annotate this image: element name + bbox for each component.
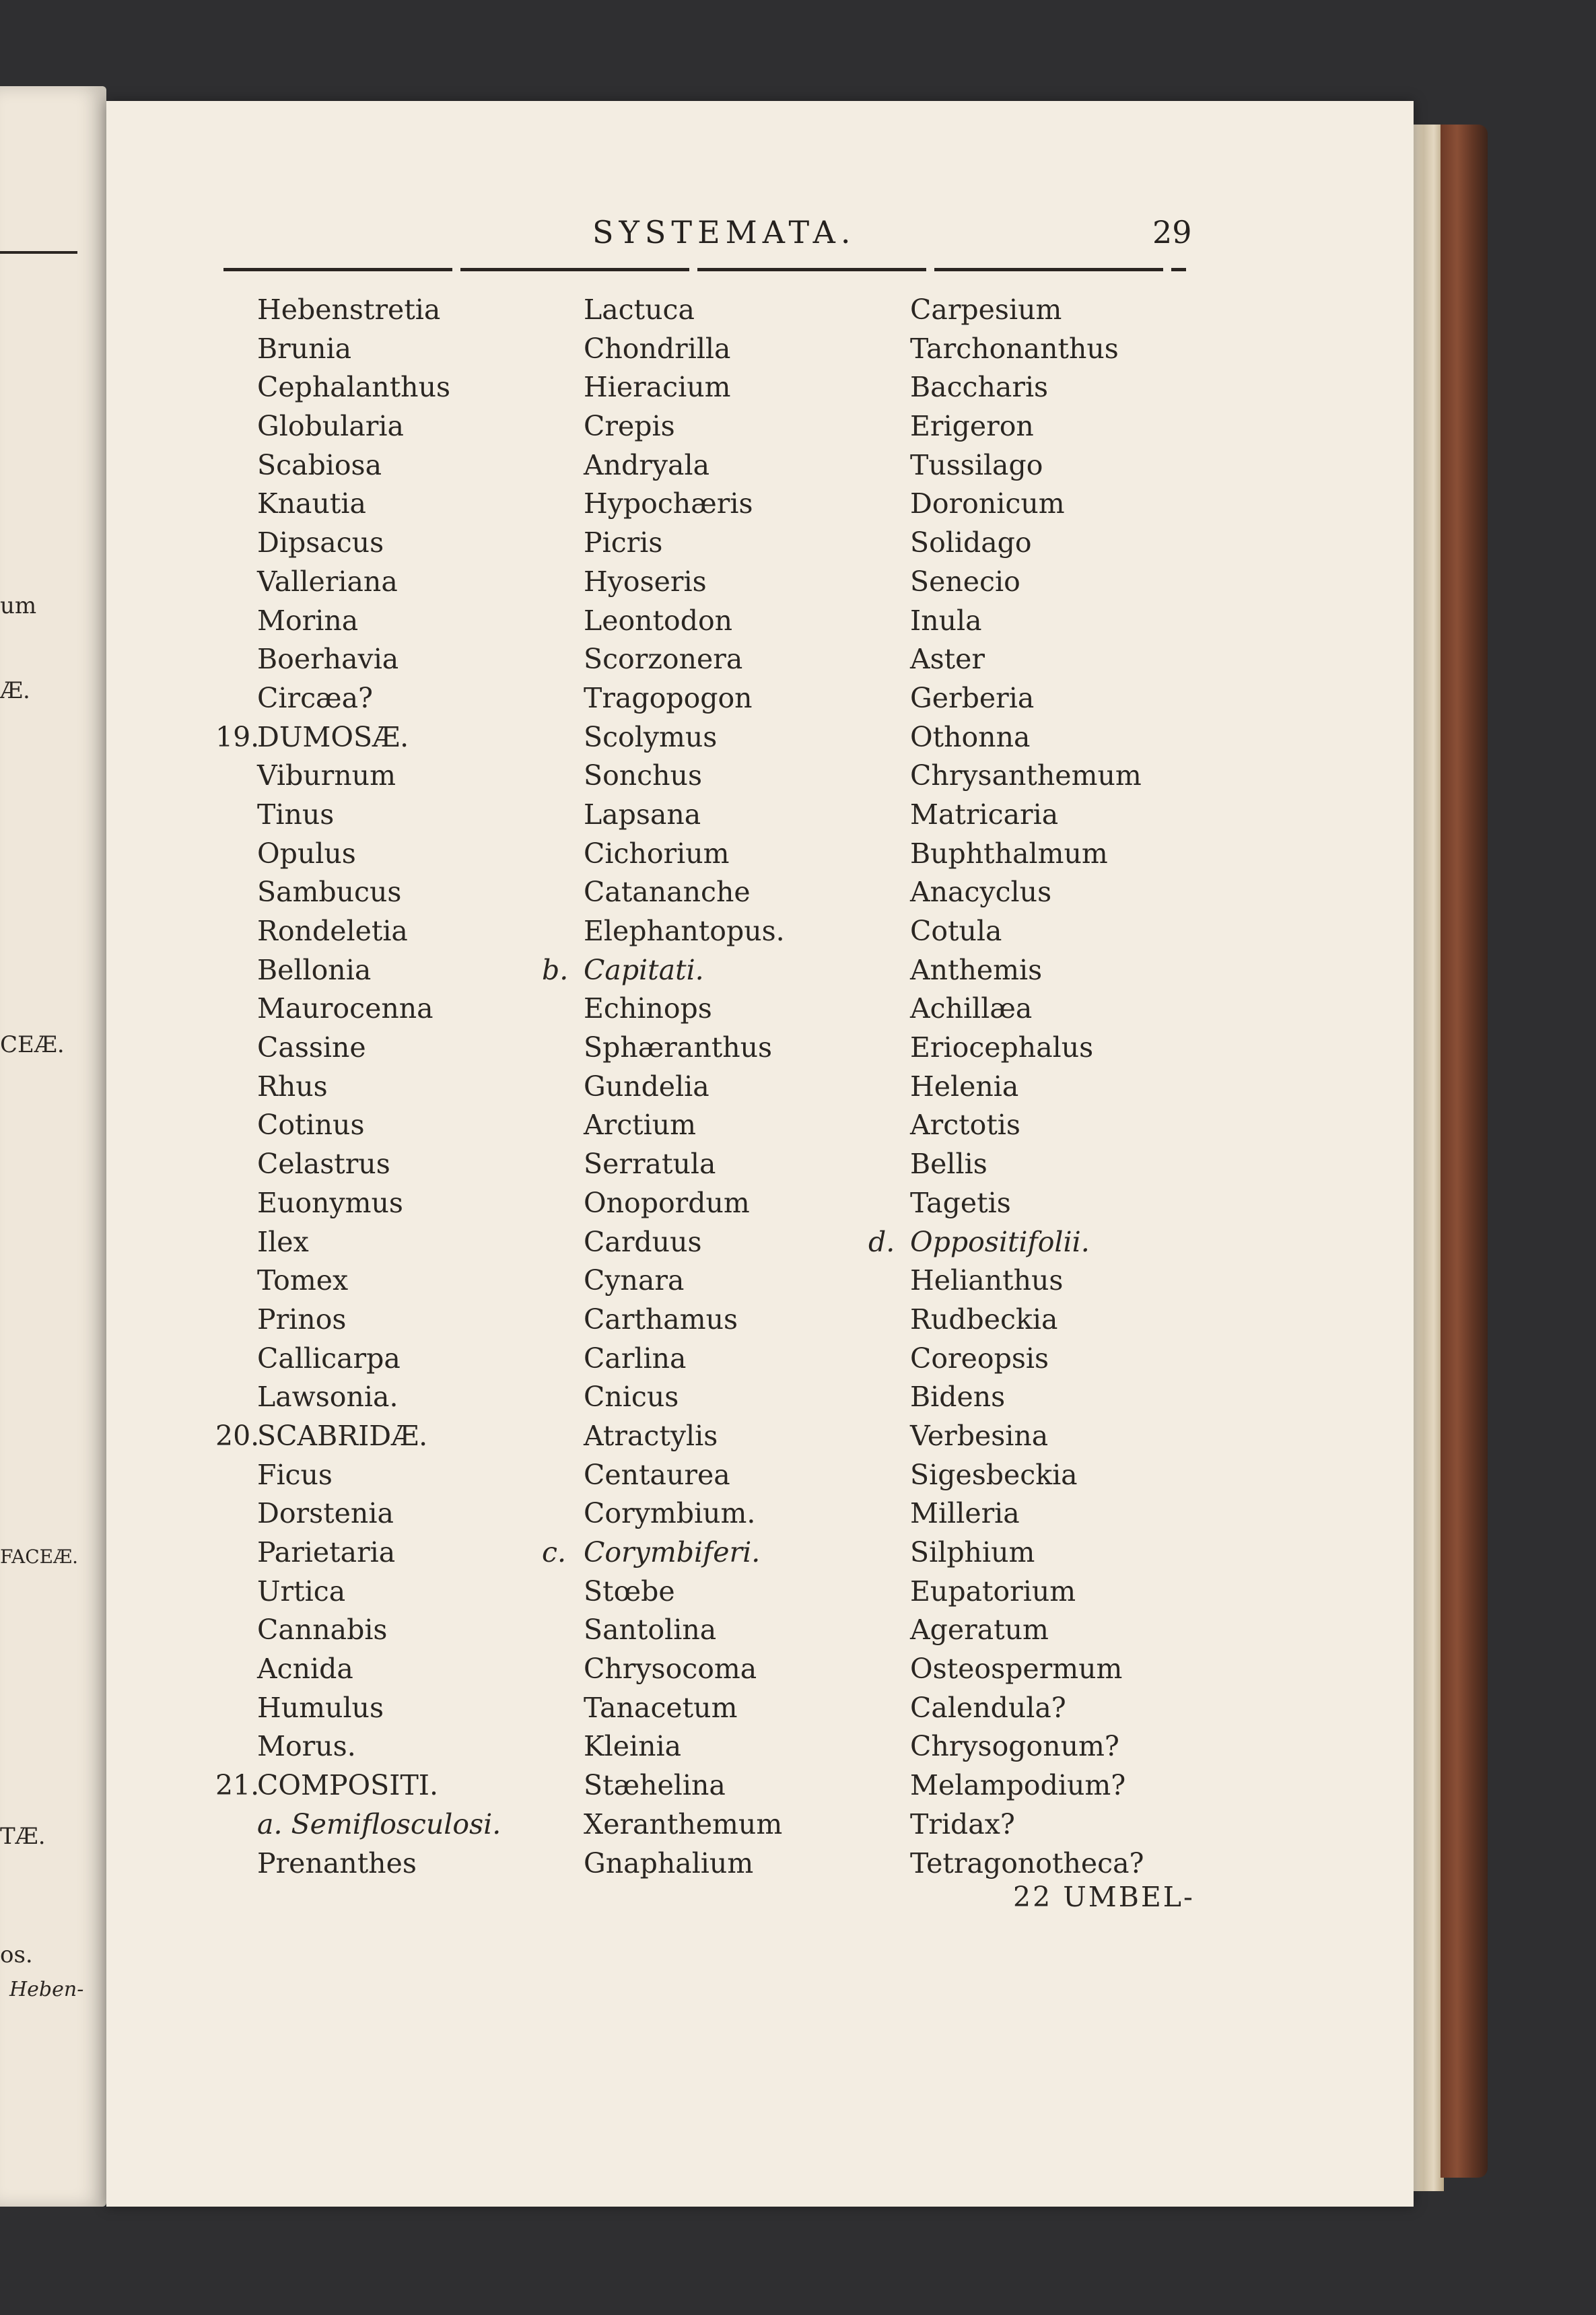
- genus-entry: Serratula: [584, 1148, 716, 1181]
- genus-entry: Ilex: [257, 1225, 309, 1258]
- genus-entry: Brunia: [257, 332, 352, 365]
- genus-entry: Cephalanthus: [257, 371, 451, 404]
- heading-text: Oppositifolii.: [910, 1225, 1090, 1258]
- genus-entry: Helianthus: [910, 1264, 1064, 1297]
- left-fragment: Heben-: [9, 1978, 84, 2001]
- genus-entry: Andryala: [584, 448, 710, 481]
- genus-entry: Arctotis: [910, 1109, 1020, 1142]
- genus-entry: Acnida: [257, 1653, 353, 1686]
- genus-entry: Euonymus: [257, 1186, 403, 1219]
- genus-entry: Stæhelina: [584, 1769, 726, 1802]
- genus-entry: Picris: [584, 526, 663, 559]
- genus-entry: Morus.: [257, 1730, 356, 1763]
- genus-entry: Inula: [910, 604, 982, 637]
- genus-entry: Osteospermum: [910, 1653, 1123, 1686]
- genus-entry: Urtica: [257, 1575, 346, 1608]
- genus-entry: Lawsonia.: [257, 1381, 398, 1414]
- genus-entry: Chrysogonum?: [910, 1730, 1119, 1763]
- genus-entry: Kleinia: [584, 1730, 682, 1763]
- genus-entry: Santolina: [584, 1614, 717, 1647]
- genus-entry: Bellonia: [257, 953, 372, 986]
- genus-entry: Eupatorium: [910, 1575, 1076, 1608]
- heading-number: b.: [542, 953, 569, 986]
- genus-entry: Calendula?: [910, 1691, 1066, 1724]
- genus-entry: Ageratum: [910, 1614, 1049, 1647]
- genus-entry: Hieracium: [584, 371, 731, 404]
- genus-entry: Sphæranthus: [584, 1031, 773, 1064]
- genus-entry: Verbesina: [910, 1419, 1049, 1452]
- genus-entry: Carpesium: [910, 293, 1062, 326]
- left-fragment: FACEÆ.: [0, 1546, 79, 1568]
- genus-entry: Tomex: [257, 1264, 349, 1297]
- genus-entry: Coreopsis: [910, 1342, 1049, 1375]
- genus-entry: Anthemis: [910, 953, 1043, 986]
- genus-entry: Sigesbeckia: [910, 1458, 1078, 1491]
- genus-entry: Elephantopus.: [584, 915, 785, 947]
- genus-entry: Xeranthemum: [584, 1807, 783, 1840]
- genus-entry: Celastrus: [257, 1148, 390, 1181]
- genus-entry: Sonchus: [584, 759, 702, 792]
- genus-entry: Melampodium?: [910, 1769, 1126, 1802]
- genus-entry: Anacyclus: [910, 876, 1052, 909]
- genus-entry: Scolymus: [584, 720, 718, 753]
- genus-entry: Echinops: [584, 992, 712, 1025]
- page-block-edge: [1410, 125, 1444, 2191]
- genus-entry: Catananche: [584, 876, 751, 909]
- genus-entry: Aster: [910, 643, 985, 676]
- genus-entry: Morina: [257, 604, 359, 637]
- genus-entry: Cynara: [584, 1264, 685, 1297]
- subgroup-heading: [868, 1223, 1144, 1262]
- page-number: 29: [1152, 214, 1192, 250]
- genus-entry: Eriocephalus: [910, 1031, 1094, 1064]
- genus-entry: Leontodon: [584, 604, 733, 637]
- genus-entry: Chrysanthemum: [910, 759, 1142, 792]
- genus-entry: Knautia: [257, 487, 366, 520]
- genus-entry: Cnicus: [584, 1381, 679, 1414]
- genus-entry: Silphium: [910, 1536, 1035, 1568]
- heading-text: Capitati.: [584, 953, 704, 986]
- genus-entry: Rondeletia: [257, 915, 408, 947]
- left-fragment: um: [0, 592, 37, 619]
- subgroup-heading: [542, 1533, 785, 1573]
- genus-entry: Viburnum: [257, 759, 396, 792]
- order-heading: [215, 1766, 501, 1805]
- genus-entry: Parietaria: [257, 1536, 396, 1568]
- genus-entry: Tridax?: [910, 1807, 1015, 1840]
- genus-column-1: [215, 291, 501, 1883]
- genus-entry: Cotula: [910, 915, 1002, 947]
- genus-entry: Bellis: [910, 1148, 987, 1181]
- genus-entry: Arctium: [584, 1109, 697, 1142]
- genus-entry: Gundelia: [584, 1070, 709, 1103]
- genus-entry: Rudbeckia: [910, 1303, 1058, 1336]
- genus-entry: Rhus: [257, 1070, 328, 1103]
- genus-entry: Matricaria: [910, 798, 1059, 831]
- genus-entry: Carlina: [584, 1342, 687, 1375]
- genus-entry: Globularia: [257, 410, 404, 443]
- genus-entry: Chondrilla: [584, 332, 731, 365]
- genus-entry: Atractylis: [584, 1419, 718, 1452]
- genus-entry: Solidago: [910, 526, 1032, 559]
- heading-number: c.: [542, 1536, 566, 1568]
- genus-entry: Buphthalmum: [910, 837, 1108, 870]
- subgroup-heading: [542, 951, 785, 990]
- heading-text: Corymbiferi.: [584, 1536, 761, 1568]
- left-page-edge: [0, 86, 106, 2207]
- left-fragment: CEÆ.: [0, 1031, 65, 1058]
- genus-entry: Carthamus: [584, 1303, 738, 1336]
- running-head: SYSTEMATA.: [592, 214, 856, 250]
- genus-entry: Tarchonanthus: [910, 332, 1119, 365]
- genus-entry: Dipsacus: [257, 526, 384, 559]
- heading-text: SCABRIDÆ.: [257, 1419, 428, 1452]
- genus-entry: Hypochæris: [584, 487, 753, 520]
- genus-entry: Achillæa: [910, 992, 1033, 1025]
- genus-entry: Chrysocoma: [584, 1653, 757, 1686]
- genus-entry: Tagetis: [910, 1186, 1011, 1219]
- genus-entry: Bidens: [910, 1381, 1006, 1414]
- genus-entry: Cassine: [257, 1031, 366, 1064]
- genus-entry: Stœbe: [584, 1575, 675, 1608]
- genus-entry: Sambucus: [257, 876, 402, 909]
- genus-entry: Cannabis: [257, 1614, 388, 1647]
- genus-entry: Opulus: [257, 837, 356, 870]
- genus-entry: Prenanthes: [257, 1846, 417, 1879]
- genus-entry: Prinos: [257, 1303, 347, 1336]
- genus-entry: Scabiosa: [257, 448, 382, 481]
- genus-entry: Baccharis: [910, 371, 1049, 404]
- genus-entry: Onopordum: [584, 1186, 750, 1219]
- genus-entry: Maurocenna: [257, 992, 433, 1025]
- order-heading: [215, 718, 501, 757]
- heading-number: 19.: [215, 720, 260, 753]
- subgroup-heading: a. Semiflosculosi.: [257, 1807, 501, 1840]
- genus-entry: Cotinus: [257, 1109, 365, 1142]
- leather-cover-edge: [1441, 125, 1488, 2178]
- genus-entry: Centaurea: [584, 1458, 730, 1491]
- genus-entry: Hyoseris: [584, 565, 707, 598]
- genus-entry: Hebenstretia: [257, 293, 441, 326]
- genus-entry: Ficus: [257, 1458, 333, 1491]
- genus-entry: Circæa?: [257, 681, 374, 714]
- genus-entry: Tetragonotheca?: [910, 1846, 1144, 1879]
- heading-number: 20.: [215, 1419, 260, 1452]
- genus-entry: Callicarpa: [257, 1342, 401, 1375]
- genus-entry: Othonna: [910, 720, 1031, 753]
- genus-entry: Carduus: [584, 1225, 702, 1258]
- genus-entry: Doronicum: [910, 487, 1065, 520]
- genus-entry: Helenia: [910, 1070, 1019, 1103]
- genus-entry: Milleria: [910, 1497, 1020, 1530]
- genus-entry: Valleriana: [257, 565, 398, 598]
- genus-column-3: [868, 291, 1144, 1883]
- heading-text: DUMOSÆ.: [257, 720, 409, 753]
- genus-entry: Humulus: [257, 1691, 384, 1724]
- genus-entry: Tinus: [257, 798, 335, 831]
- heading-number: 21.: [215, 1769, 260, 1802]
- header-rule: [223, 268, 1186, 271]
- genus-entry: Corymbium.: [584, 1497, 756, 1530]
- genus-entry: Boerhavia: [257, 643, 399, 676]
- genus-entry: Scorzonera: [584, 643, 743, 676]
- order-heading: [215, 1417, 501, 1456]
- genus-entry: Erigeron: [910, 410, 1034, 443]
- genus-entry: Lapsana: [584, 798, 701, 831]
- catchword: 22 UMBEL-: [1013, 1881, 1195, 1913]
- left-fragment: Æ.: [0, 677, 30, 704]
- genus-entry: Senecio: [910, 565, 1020, 598]
- genus-entry: Tragopogon: [584, 681, 753, 714]
- heading-text: COMPOSITI.: [257, 1769, 439, 1802]
- left-page-rule: [0, 251, 77, 254]
- genus-entry: Cichorium: [584, 837, 730, 870]
- genus-entry: Lactuca: [584, 293, 695, 326]
- heading-number: d.: [868, 1225, 895, 1258]
- genus-entry: Tanacetum: [584, 1691, 738, 1724]
- left-fragment: TÆ.: [0, 1823, 46, 1850]
- left-fragment: os.: [0, 1941, 33, 1968]
- genus-entry: Gerberia: [910, 681, 1035, 714]
- genus-entry: Dorstenia: [257, 1497, 394, 1530]
- genus-entry: Tussilago: [910, 448, 1043, 481]
- genus-entry: Gnaphalium: [584, 1846, 754, 1879]
- genus-entry: Crepis: [584, 410, 675, 443]
- genus-column-2: [542, 291, 785, 1883]
